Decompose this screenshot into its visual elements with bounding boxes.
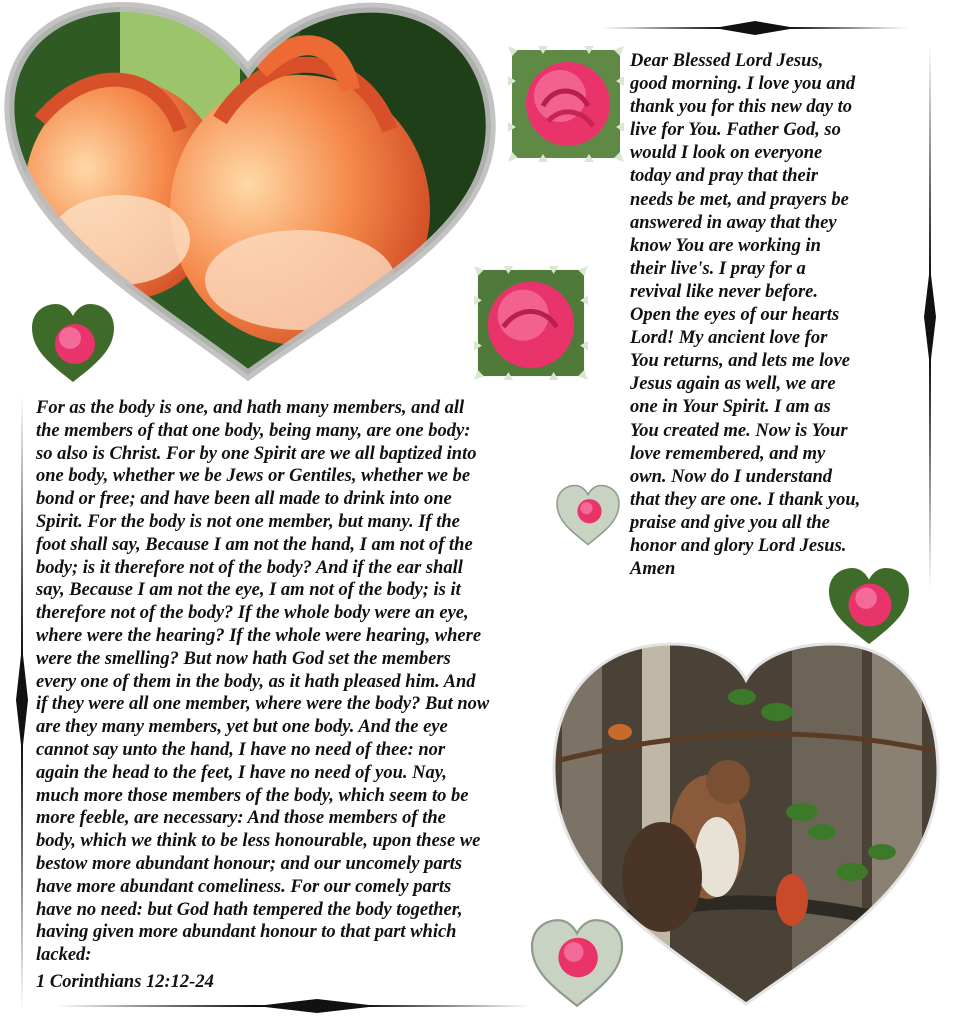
rose-tile-image — [474, 266, 588, 380]
small-rose-heart-image — [30, 302, 116, 384]
small-rose-heart-image — [552, 484, 624, 546]
left-divider-line — [14, 395, 30, 1010]
prayer-text: Dear Blessed Lord Jesus, good morning. I love you and thank you for this new day to live for You. Father God, so would I look on everyone today and pray that their needs be met, and prayers be answered in away that they know You are working in their live's. I pray for a revival like never before. Open the eyes of our hearts Lord! My ancient love for You returns, and lets me love Jesus again as well, we are one in Your Spirit. I am as You created me. Now is Your love remembered, and my own. Now do I understand that they are one. I thank you, praise and give you all the honor and glory Lord Jesus. Amen — [630, 51, 861, 580]
squirrel-heart-image — [552, 642, 940, 1007]
right-divider-line — [922, 45, 938, 590]
scripture-reference: 1 Corinthians 12:12-24 — [36, 972, 214, 992]
bottom-divider-line — [55, 996, 530, 1016]
top-divider-line — [600, 18, 910, 38]
rose-tile-image — [508, 46, 624, 162]
scripture-text: For as the body is one, and hath many members, and all the members of that one body, being many, are one body: so also is Christ. For by one Spirit are we all baptized into one body, whether we be Jews or Gentiles, whether we be bond or free; and have been all made to drink into one Spirit. For the body is not one member, but many. If the foot shall say, Because I am not the hand, I am not of the body; is it therefore not of the body? And if the ear shall say, Because I am not the eye, I am not of the body; is it therefore not of the body? If the whole body were an eye, where were the hearing? If the whole were hearing, where were the smelling? But now hath God set the members every one of them in the body, as it hath pleased him. And if they were all one member, where were the body? But now are they many members, yet but one body. And the eye cannot say unto the hand, I have no need of thee: nor again the head to the feet, I have no need of you. Nay, much more those members of the body, which seem to be more feeble, are necessary: And those members of the body, which we think to be less honourable, upon these we bestow more abundant honour; and our uncomely parts have more abundant comeliness. For our comely parts have no need: but God hath tempered the body together, having given more abundant honour to that part which lacked: — [36, 398, 490, 966]
